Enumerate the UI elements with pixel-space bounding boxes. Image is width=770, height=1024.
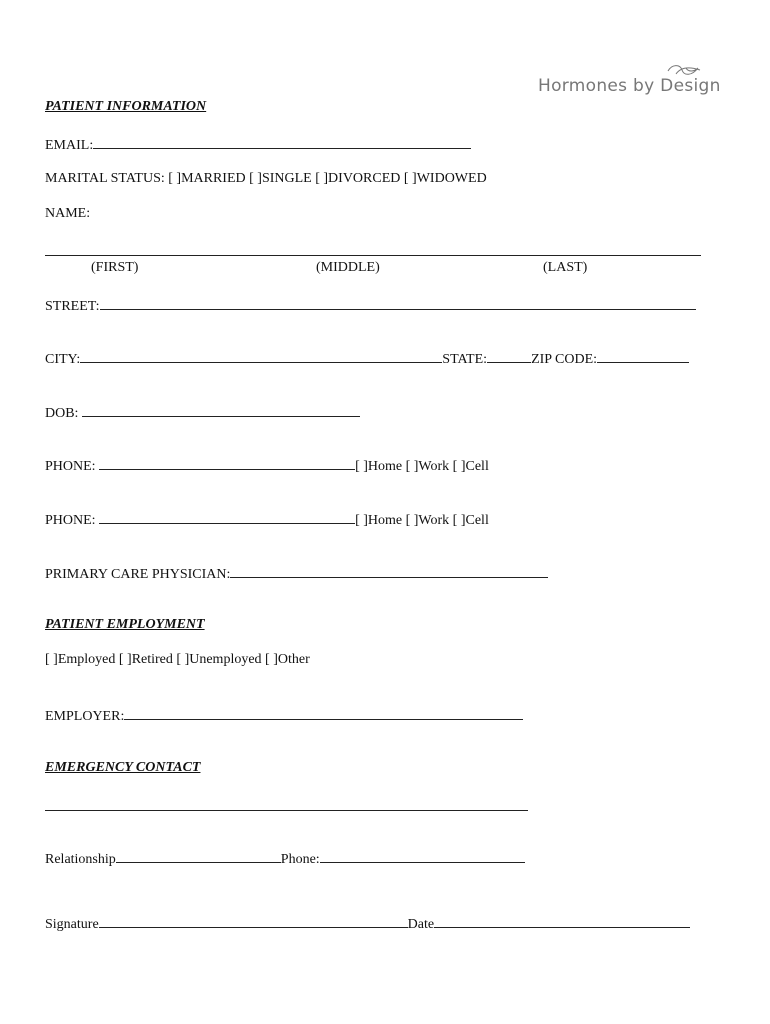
middle-name-caption: (MIDDLE) (316, 260, 380, 275)
date-field[interactable] (434, 914, 690, 928)
company-logo (536, 62, 721, 102)
employer-label: EMPLOYER: (45, 709, 125, 724)
signature-label: Signature (45, 917, 99, 932)
phone-field-2[interactable] (99, 510, 355, 524)
name-field[interactable] (45, 255, 701, 256)
employer-row (45, 706, 523, 725)
phone-type-options-1[interactable]: [ ]Home [ ]Work [ ]Cell (355, 459, 489, 474)
logo-text: Hormones by Design (538, 76, 721, 96)
street-row (45, 296, 696, 315)
date-label: Date (407, 917, 435, 932)
signature-field[interactable] (99, 914, 408, 928)
phone-field-1[interactable] (99, 456, 355, 470)
relationship-field[interactable] (116, 849, 281, 863)
zip-code-field[interactable] (597, 349, 689, 363)
dob-label: DOB: (45, 406, 79, 421)
marital-status-row[interactable]: MARITAL STATUS: [ ]MARRIED [ ]SINGLE [ ]DIVORCED [ ]WIDOWED (45, 171, 487, 186)
emergency-phone-label: Phone: (280, 852, 320, 867)
relationship-label: Relationship (45, 852, 116, 867)
city-row (45, 349, 689, 368)
employment-status-options[interactable]: [ ]Employed [ ]Retired [ ]Unemployed [ ]Other (45, 652, 310, 667)
email-label: EMAIL: (45, 138, 94, 153)
employer-field[interactable] (124, 706, 523, 720)
email-row (45, 135, 471, 154)
relationship-row (45, 849, 525, 868)
pcp-row (45, 564, 548, 583)
street-field[interactable] (100, 296, 696, 310)
name-label: NAME: (45, 206, 91, 221)
patient-employment-heading: PATIENT EMPLOYMENT (45, 617, 205, 632)
phone-label-2: PHONE: (45, 513, 96, 528)
city-label: CITY: (45, 352, 81, 367)
phone-row-2 (45, 510, 489, 529)
emergency-contact-name-field[interactable] (45, 810, 528, 811)
dob-row (45, 403, 360, 422)
signature-row (45, 914, 690, 933)
state-field[interactable] (487, 349, 531, 363)
email-field[interactable] (93, 135, 471, 149)
phone-type-options-2[interactable]: [ ]Home [ ]Work [ ]Cell (355, 513, 489, 528)
phone-label-1: PHONE: (45, 459, 96, 474)
street-label: STREET: (45, 299, 100, 314)
pcp-label: PRIMARY CARE PHYSICIAN: (45, 567, 231, 582)
first-name-caption: (FIRST) (91, 260, 139, 275)
phone-row-1 (45, 456, 489, 475)
state-label: STATE: (442, 352, 488, 367)
pcp-field[interactable] (230, 564, 548, 578)
emergency-phone-field[interactable] (320, 849, 525, 863)
emergency-contact-heading: EMERGENCY CONTACT (45, 760, 201, 775)
city-field[interactable] (80, 349, 442, 363)
patient-information-heading: PATIENT INFORMATION (45, 99, 207, 114)
zip-code-label: ZIP CODE: (531, 352, 598, 367)
last-name-caption: (LAST) (543, 260, 588, 275)
dob-field[interactable] (82, 403, 360, 417)
